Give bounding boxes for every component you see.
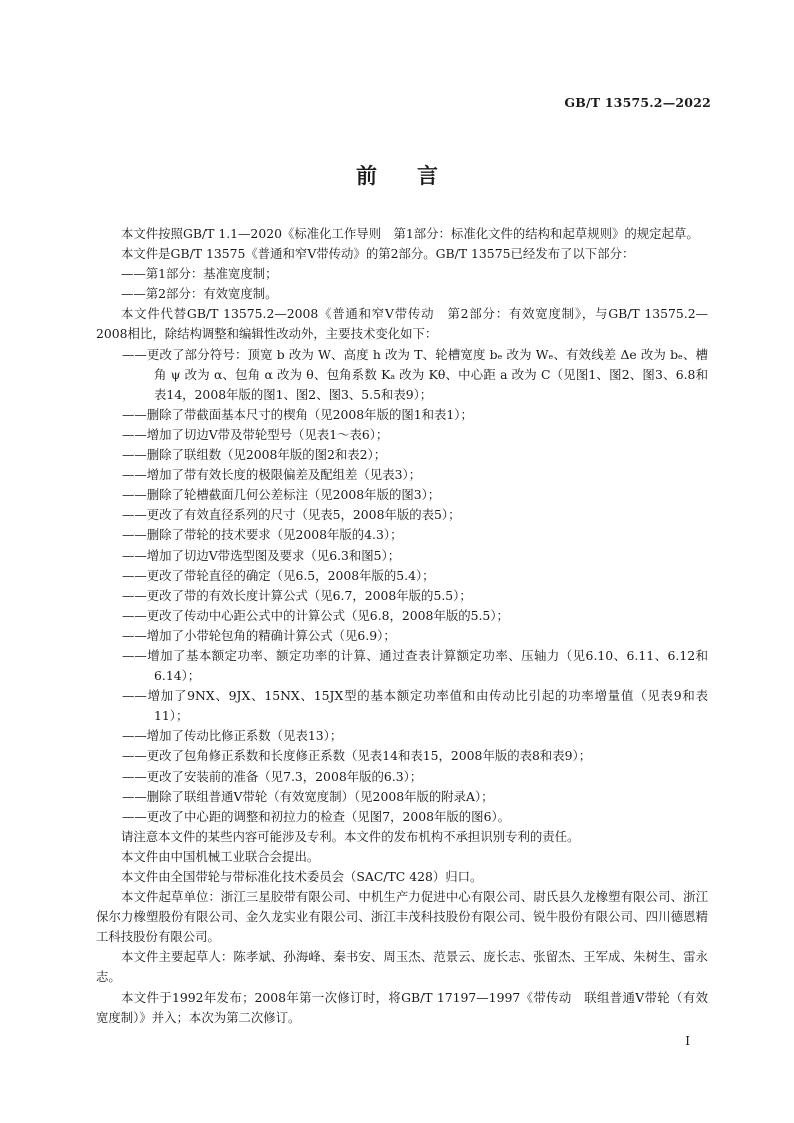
change-item: ——更改了带的有效长度计算公式（见6.7，2008年版的5.5）； <box>122 587 472 603</box>
paragraph: 本文件按照GB/T 1.1—2020《标准化工作导则 第1部分：标准化文件的结构和起草规则》的规定起草。 <box>121 226 699 241</box>
change-item: ——删除了带截面基本尺寸的楔角（见2008年版的图1和表1）； <box>122 406 473 422</box>
paragraph: 本文件由全国带轮与带标准化技术委员会（SAC/TC 428）归口。 <box>121 869 483 884</box>
list-item: ——第1部分：基准宽度制； <box>121 266 278 282</box>
change-item: ——删除了联组数（见2008年版的图2和表2）； <box>122 447 387 463</box>
change-item: ——更改了安装前的准备（见7.3，2008年版的6.3）； <box>122 768 423 784</box>
change-item: ——删除了带轮的技术要求（见2008年版的4.3）； <box>122 527 403 543</box>
paragraph: 本文件由中国机械工业联合会提出。 <box>121 848 320 864</box>
change-item: ——增加了基本额定功率、额定功率的计算、通过查表计算额定功率、压轴力（见6.10、6.11、6.12和6.14）； <box>122 647 708 684</box>
change-item: ——更改了带轮直径的确定（见6.5，2008年版的5.4）； <box>122 567 435 583</box>
change-item: ——增加了9NX、9JX、15NX、15JX型的基本额定功率值和由传动比引起的功率增量值（见表9和表11）； <box>122 688 708 724</box>
change-item: ——增加了切边V带选型图及要求（见6.3和图5）； <box>122 547 401 563</box>
change-item: ——更改了有效直径系列的尺寸（见表5，2008年版的表5）； <box>122 507 461 523</box>
change-item: ——增加了切边V带及带轮型号（见表1～表6）； <box>122 426 389 442</box>
page-title: 前言 <box>356 163 478 188</box>
paragraph: 请注意本文件的某些内容可能涉及专利。本文件的发布机构不承担识别专利的责任。 <box>121 828 580 844</box>
change-item: ——增加了带有效长度的极限偏差及配组差（见表3）； <box>122 467 422 483</box>
standard-number: GB/T 13575.2—2022 <box>564 95 711 110</box>
change-item: ——增加了小带轮包角的精确计算公式（见6.9）； <box>122 627 396 643</box>
paragraph: 本文件主要起草人：陈孝斌、孙海峰、秦书安、周玉杰、范景云、庞长志、张留杰、王军成、朱树生、雷永志。 <box>96 949 708 985</box>
paragraph: 本文件起草单位：浙江三星胶带有限公司、中机生产力促进中心有限公司、尉氏县久龙橡塑有限公司、浙江保尔力橡塑股份有限公司、金久龙实业有限公司、浙江丰茂科技股份有限公司、锐牛股份有限公司、四川德恩精工科技股份有限公司。 <box>96 889 708 945</box>
list-item: ——第2部分：有效宽度制。 <box>121 286 278 302</box>
change-item: ——更改了中心距的调整和初拉力的检查（见图7，2008年版的图6）。 <box>122 808 511 824</box>
change-item: ——更改了包角修正系数和长度修正系数（见表14和表15，2008年版的表8和表9）； <box>122 748 592 764</box>
paragraph: 本文件于1992年发布；2008年第一次修订时，将GB/T 17197—1997《带传动 联组普通V带轮（有效宽度制）》并入；本次为第二次修订。 <box>96 989 708 1025</box>
change-item: ——删除了联组普通V带轮（有效宽度制）（见2008年版的附录A）； <box>122 788 494 804</box>
paragraph: 本文件代替GB/T 13575.2—2008《普通和窄V带传动 第2部分：有效宽度制》，与GB/T 13575.2—2008相比，除结构调整和编辑性改动外，主要技术变化如下： <box>96 306 708 342</box>
change-item: ——删除了轮槽截面几何公差标注（见2008年版的图3）； <box>122 487 441 503</box>
change-item: ——更改了部分符号：顶宽 b 改为 W、高度 h 改为 T、轮槽宽度 bₑ 改为 Wₑ、有效线差 Δe 改为 bₑ、槽角 ψ 改为 α、包角 α 改为 θ、包角系数 Kₐ 改为 Kθ、中心距 a 改为 C（见图1、图2、图3、6.8和表14，2008年版的图1、图2、图3、5.5和表9）； <box>122 346 708 402</box>
paragraph: 本文件是GB/T 13575《普通和窄V带传动》的第2部分。GB/T 13575已经发布了以下部分： <box>121 246 635 262</box>
document-body <box>96 224 708 1028</box>
change-item: ——增加了传动比修正系数（见表13）； <box>122 728 343 744</box>
page-number: I <box>685 1034 690 1048</box>
change-item: ——更改了传动中心距公式中的计算公式（见6.8，2008年版的5.5）； <box>122 607 509 623</box>
